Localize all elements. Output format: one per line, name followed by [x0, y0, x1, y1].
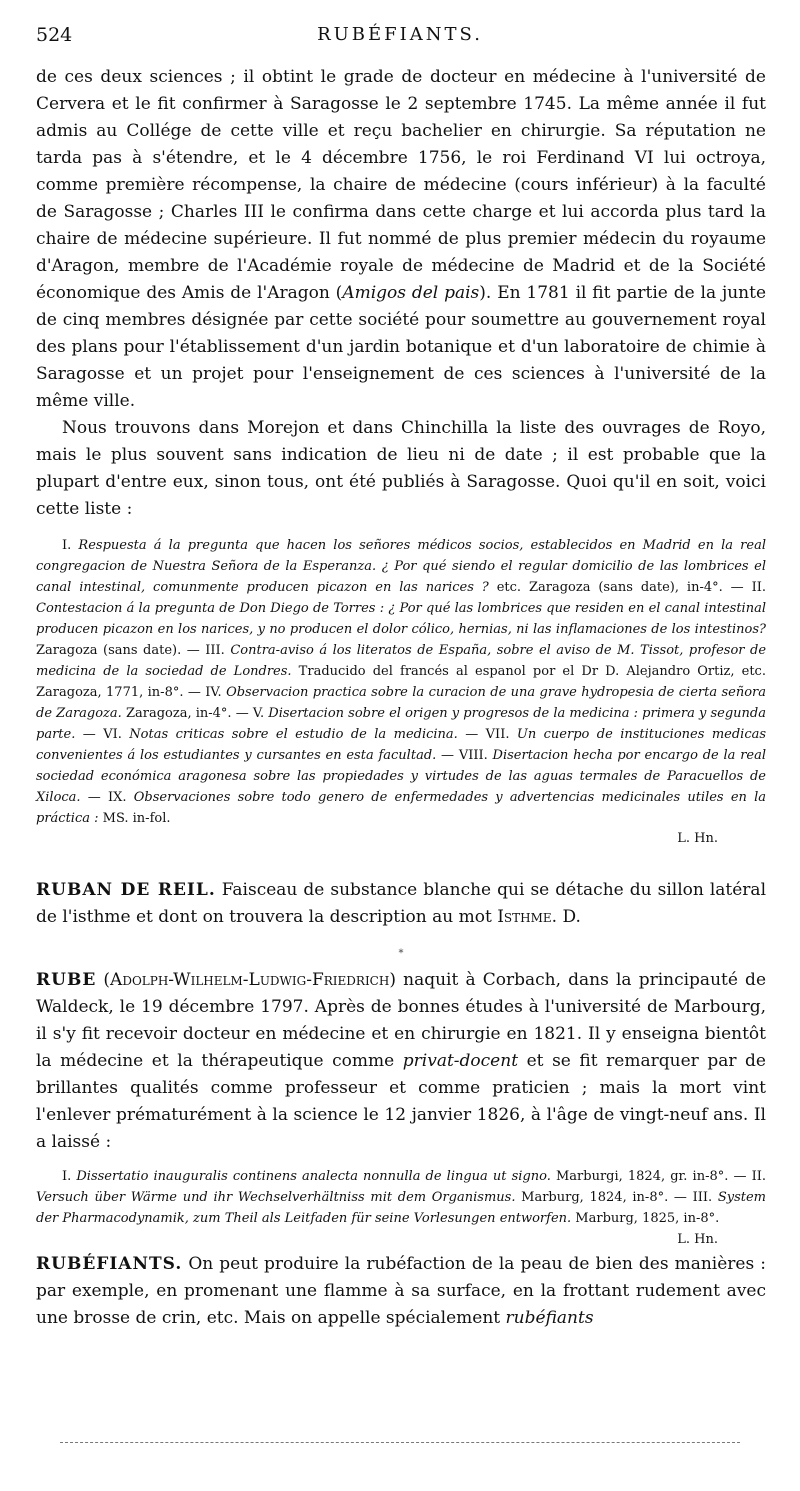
works-entry [103, 727, 485, 742]
royo-text-1: de ces deux sciences ; il obtint le grade de docteur en médecine à l'université de Cervera et le fit confirmer à Saragosse le 2 septembre 1745. La même année il fut admis au Collége de cette ville et reçu bachelier en chirurgie. Sa réputation ne tarda pas à s'étendre, et le 4 décembre 1756, le roi Ferdinand VI lui octroya, comme première récompense, la chaire de médecine (cours inférieur) à la faculté de Saragosse ; Charles III le confirma dans cette charge et lui accorda plus tard la chaire de médecine supérieure. Il fut nommé de plus premier médecin du royaume d'Aragon, membre de l'Académie royale de médecine de Madrid et de la Société économique des Amis de l'Aragon ( [36, 67, 766, 303]
rube-italic-privat-docent: privat-docent [402, 1051, 519, 1071]
headword-rubefiants: RUBÉFIANTS. [36, 1254, 183, 1274]
work-number: I. [62, 1169, 77, 1184]
works-entry [36, 538, 766, 595]
work-details: — [436, 748, 459, 763]
entry-ruban-de-reil [36, 877, 766, 931]
work-title: Contra-aviso á los literatos de España, sobre el aviso de M. Tissot, profesor de medicina de la sociedad de Londres. [36, 643, 767, 679]
work-title: Disertacion hecha por encargo de la real sociedad económica aragonesa sobre las propiedades y virtudes de las aguas termales de Paracuellos de Xiloca. [36, 748, 767, 805]
rubefiants-text: On peut produire la rubéfaction de la peau de bien des manières : par exemple, en promenant une flamme à sa surface, en la frottant rudement avec une brosse de crin, etc. Mais on appelle spécialement [36, 1254, 766, 1328]
royo-text-1-end: ). En 1781 il fit partie de la junte de cinq membres désignée par cette société pour soumettre au gouvernement royal des plans pour l'établissement d'un jardin botanique et d'un laboratoire de chimie à Saragosse et un projet pour l'enseignement de ces sciences à l'université de la même ville. [36, 283, 767, 411]
work-number: IX. [108, 790, 134, 805]
work-details: MS. in-fol. [98, 811, 171, 826]
page-body [36, 64, 766, 1332]
work-details: — [80, 790, 108, 805]
entry-rube [36, 967, 766, 1156]
work-details: Zaragoza (sans date). — [36, 643, 206, 658]
running-header [36, 24, 764, 54]
work-title: Un cuerpo de instituciones medicas convenientes á los estudiantes y cursantes en esta facultad. [36, 727, 767, 763]
work-details: Marburgi, 1824, gr. in-8°. — [550, 1169, 752, 1184]
work-number: II. [751, 1169, 766, 1184]
works-entry [36, 790, 766, 826]
work-title: Notas criticas sobre el estudio de la medicina. [129, 727, 458, 742]
headword-ruban: RUBAN DE REIL. [36, 880, 216, 900]
work-number: III. [205, 643, 231, 658]
section-star: * [398, 948, 404, 959]
work-details: Marburg, 1825, in-8°. [571, 1211, 720, 1226]
work-details: Marburg, 1824, in-8°. — [515, 1190, 693, 1205]
headword-rube: RUBE [36, 970, 97, 990]
ruban-text: Faisceau de substance blanche qui se détache du sillon latéral de l'isthme et dont on trouvera la description au mot [36, 880, 766, 927]
ruban-cross-reference: Isthme [497, 907, 552, 927]
work-number: IV. [205, 685, 227, 700]
entry-rubefiants [36, 1251, 766, 1332]
work-number: III. [692, 1190, 718, 1205]
work-number: V. [252, 706, 269, 721]
running-title: RUBÉFIANTS. [317, 24, 483, 45]
royo-paragraph-2: Nous trouvons dans Morejon et dans Chinchilla la liste des ouvrages de Royo, mais le plus souvent sans indication de lieu ni de date ; il est probable que la plupart d'entre eux, sinon tous, ont été publiés à Saragosse. Quoi qu'il en soit, voici cette liste : [36, 418, 766, 519]
rube-forenames: (Adolph-Wilhelm-Ludwig-Friedrich) [96, 970, 396, 990]
rube-signature: L. Hn. [677, 1232, 718, 1247]
work-title: Dissertatio inauguralis continens analecta nonnulla de lingua ut signo. [76, 1169, 551, 1184]
rube-text-2: et se fit remarquer par de brillantes qualités comme professeur et comme praticien ; mais la mort vint l'enlever prématurément à la science le 12 janvier 1826, à l'âge de vingt-neuf ans. Il a laissé : [36, 1051, 766, 1152]
rubefiants-italic: rubéfiants [505, 1308, 594, 1328]
royo-paragraph-1 [36, 64, 766, 415]
work-title: Disertacion sobre el origen y progresos de la medicina : primera y segunda parte. [36, 706, 766, 742]
page-number: 524 [36, 24, 73, 46]
rube-works-list [36, 1166, 767, 1247]
work-title: Versuch über Wärme und ihr Wechselverhältniss mit dem Organismus. [36, 1190, 516, 1205]
work-title: System der Pharmacodynamik, zum Theil als Leitfaden für seine Vorlesungen entworfen. [36, 1190, 767, 1226]
work-details: — [75, 727, 104, 742]
work-details: — [457, 727, 486, 742]
work-number: II. [751, 580, 766, 595]
works-entry [62, 1169, 752, 1184]
rube-text-1: naquit à Corbach, dans la principauté de Waldeck, le 19 décembre 1797. Après de bonnes études à l'université de Marbourg, il s'y fit recevoir docteur en médecine et en chirurgie en 1821. Il y enseigna bientôt la médecine et la thérapeutique comme [36, 970, 766, 1071]
work-number: I. [62, 538, 79, 553]
work-title: Observacion practica sobre la curacion de una grave hydropesia de cierta señora de Zaragoza. [36, 685, 767, 721]
work-number: VIII. [458, 748, 493, 763]
work-title: Observaciones sobre todo genero de enfermedades y advertencias medicinales utiles en la práctica : [36, 790, 766, 826]
royo-works-list [36, 535, 766, 829]
work-details: etc. Zaragoza (sans date), in-4°. — [488, 580, 752, 595]
work-number: VII. [485, 727, 517, 742]
work-title: Contestacion á la pregunta de Don Diego de Torres : ¿ Por qué las lombrices que residen en el canal intestinal producen picazon en los narices, y no producen el dolor cólico, hernias, ni las inflamaciones de los intestinos? [36, 601, 766, 637]
work-details: Traducido del francés al espanol por el Dr D. Alejandro Ortiz, etc. Zaragoza, 1771, in-8°. — [36, 664, 766, 700]
work-number: VI. [103, 727, 130, 742]
royo-italic-amigos: Amigos del pais [342, 283, 480, 303]
bottom-dashed-rule [60, 1442, 740, 1443]
work-title: Respuesta á la pregunta que hacen los señores médicos socios, establecidos en Madrid en la real congregacion de Nuestra Señora de la Esperanza. ¿ Por qué siendo el regular domicilio de las lombrices el canal intestinal, comunmente producen picazon en las narices ? [36, 538, 766, 595]
ruban-end: . D. [551, 907, 581, 927]
royo-signature: L. Hn. [677, 831, 718, 846]
work-details: Zaragoza, in-4°. — [121, 706, 253, 721]
